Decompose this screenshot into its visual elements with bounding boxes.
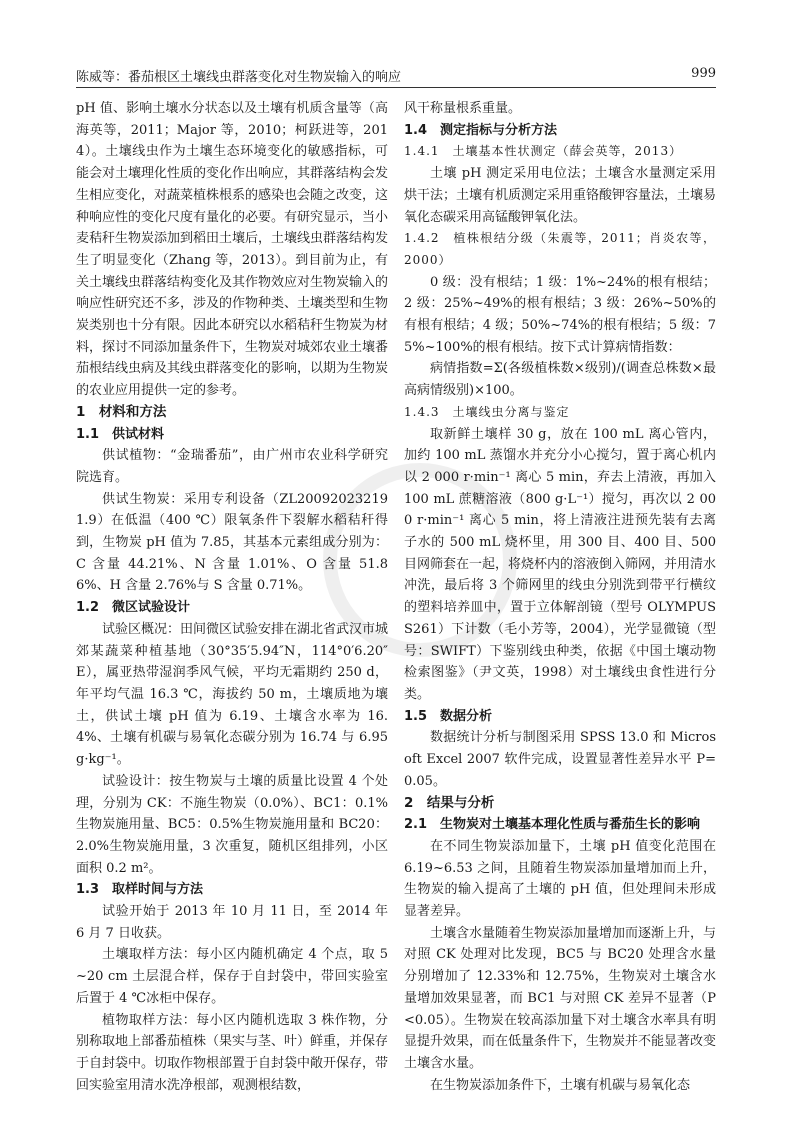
last-paragraph: 在生物炭添加条件下，土壤有机碳与易氧化态 [430, 1077, 691, 1093]
intro-paragraph: pH 值、影响土壤水分状态以及土壤有机质含量等（高海英等，2011；Major 等，2010；柯跃进等，2014）。土壤线虫作为土壤生态环境变化的敏感指标，可能会对土壤理化性质的变化作出响应，其群落结构会发生相应变化，对蔬菜植株根系的感染也会随之改变，这种响应性的变化尺度有量化的必要。有研究显示，当小麦秸秆生物炭添加到稻田土壤后，土壤线虫群落结构发生了明显变化（Zhang 等，2013）。到目前为止，有关土壤线虫群落结构变化及其作物效应对生物炭输入的响应性研究还不多，涉及的作物种类、土壤类型和生物炭类别也十分有限。因此本研究以水稻秸秆生物炭为材料，探讨不同添加量条件下，生物炭对城郊农业土壤番茄根结线虫病及其线虫群落变化的影响，以期为生物炭的农业应用提供一定的参考。 [76, 101, 389, 399]
design-paragraph: 试验设计：按生物炭与土壤的质量比设置 4 个处理，分别为 CK：不施生物炭（0.0%）、BC1：0.1%生物炭施用量、BC5：0.5%生物炭施用量和 BC20：2.0%生物炭施用量，3 次重复，随机区组排列，小区面积 0.2 m²。 [76, 773, 388, 876]
statistics-paragraph: 数据统计分析与制图采用 SPSS 13.0 和 Microsoft Excel 2007 软件完成，设置显著性差异水平 P=0.05。 [404, 730, 716, 789]
section-1-heading: 1 材料和方法 [76, 403, 167, 420]
left-column [76, 98, 388, 1096]
ph-paragraph: 在不同生物炭添加量下，土壤 pH 值变化范围在 6.19~6.53 之间，且随着生物炭添加量增加而上升，生物炭的输入提高了土壤的 pH 值，但处理间未形成显著差异。 [404, 838, 716, 920]
continuation-paragraph: 风干称量根系重量。 [404, 101, 522, 116]
running-title: 陈威等：番茄根区土壤线虫群落变化对生物炭输入的响应 [76, 70, 402, 85]
section-1-4-3-heading: 1.4.3 土壤线虫分离与鉴定 [404, 404, 570, 419]
section-1-5-heading: 1.5 数据分析 [404, 708, 493, 724]
section-1-4-heading: 1.4 测定指标与分析方法 [404, 122, 558, 138]
section-1-2-heading: 1.2 微区试验设计 [76, 600, 191, 616]
plant-sampling-paragraph: 植物取样方法：每小区内随机选取 3 株作物，分别称取地上部番茄植株（果实与茎、叶）鲜重，并保存于自封袋中。切取作物根部置于自封袋中敞开保存，带回实验室用清水洗净根部，观测根结数， [76, 1012, 389, 1093]
time-paragraph: 试验开始于 2013 年 10 月 11 日，至 2014 年 6 月 7 日收获。 [76, 904, 388, 941]
header-rule [76, 87, 716, 88]
biochar-paragraph: 供试生物炭：采用专利设备（ZL200920232191.9）在低温（400 ℃）限氧条件下裂解水稻秸秆得到，生物炭 pH 值为 7.85，其基本元素组成分别为：C 含量 44.21%、N 含量 1.01%、O 含量 51.86%、H 含量 2.76%与 S 含量 0.71%。 [76, 491, 388, 594]
section-1-4-1-heading: 1.4.1 土壤基本性状测定（薛会英等，2013） [404, 144, 683, 159]
grade-paragraph: 0 级：没有根结；1 级：1%~24%的根有根结；2 级：25%~49%的根有根结；3 级：26%~50%的有根有根结；4 级；50%~74%的根有根结；5 级：75%~100%的根有根结。按下式计算病情指数： [404, 274, 716, 355]
soil-measure-paragraph: 土壤 pH 测定采用电位法；土壤含水量测定采用烘干法；土壤有机质测定采用重铬酸钾容量法，土壤易氧化态碳采用高锰酸钾氧化法。 [404, 166, 717, 225]
right-column [404, 98, 716, 1096]
running-header [76, 66, 716, 86]
section-2-heading: 2 结果与分析 [404, 794, 495, 811]
soil-sampling-paragraph: 土壤取样方法：每小区内随机确定 4 个点，取 5~20 cm 土层混合样，保存于自封袋中，带回实验室后置于 4 ℃冰柜中保存。 [76, 947, 388, 1006]
water-paragraph: 土壤含水量随着生物炭添加量增加而逐渐上升，与对照 CK 处理对比发现，BC5 与 BC20 处理含水量分别增加了 12.33%和 12.75%，生物炭对土壤含水量增加效果显著，而 BC1 与对照 CK 差异不显著（P<0.05）。生物炭在较高添加量下对土壤含水率具有明显提升效果，而在低量条件下，生物炭并不能显著改变土壤含水量。 [404, 925, 717, 1071]
page-number: 999 [691, 66, 716, 81]
formula-paragraph: 病情指数=Σ(各级植株数×级别)/(调查总株数×最高病情级别)×100。 [404, 361, 716, 399]
plant-material-paragraph: 供试植物：“金瑞番茄”，由广州市农业科学研究院选育。 [76, 448, 388, 485]
section-1-4-2-heading: 1.4.2 植株根结分级（朱震等，2011；肖炎农等，2000） [404, 231, 716, 267]
site-paragraph: 试验区概况：田间微区试验安排在湖北省武汉市城郊某蔬菜种植基地（30°35′5.94″N，114°0′6.20″E），属亚热带湿润季风气候，平均无霜期约 250 d，年平均气温 16.3 ℃，海拔约 50 m，土壤质地为壤土，供试土壤 pH 值为 6.19、土壤含水率为 16.4%、土壤有机碳与易氧化态碳分别为 16.74 与 6.95 g·kg⁻¹。 [76, 621, 389, 768]
section-2-1-heading: 2.1 生物炭对土壤基本理化性质与番茄生长的影响 [404, 817, 701, 833]
section-1-1-heading: 1.1 供试材料 [76, 426, 165, 442]
nematode-paragraph: 取新鲜土壤样 30 g，放在 100 mL 离心管内，加约 100 mL 蒸馏水并充分小心搅匀，置于离心机内以 2 000 r·min⁻¹ 离心 5 min，弃去上清液，再加入 100 mL 蔗糖溶液（800 g·L⁻¹）搅匀，再次以 2 000 r·min⁻¹ 离心 5 min，将上清液注进预先装有去离子水的 500 mL 烧杯里，用 300 目、400 目、500 目网筛套在一起，将烧杯内的溶液倒入筛网，并用清水冲洗，最后将 3 个筛网里的线虫分别洗到带平行横纹的塑料培养皿中，置于立体解剖镜（型号 OLYMPUS S261）下计数（毛小芳等，2004），光学显微镜（型号：SWIFT）下鉴别线虫种类，依据《中国土壤动物检索图鉴》（尹文英，1998）对土壤线虫食性进行分类。 [404, 426, 717, 702]
section-1-3-heading: 1.3 取样时间与方法 [76, 882, 204, 898]
